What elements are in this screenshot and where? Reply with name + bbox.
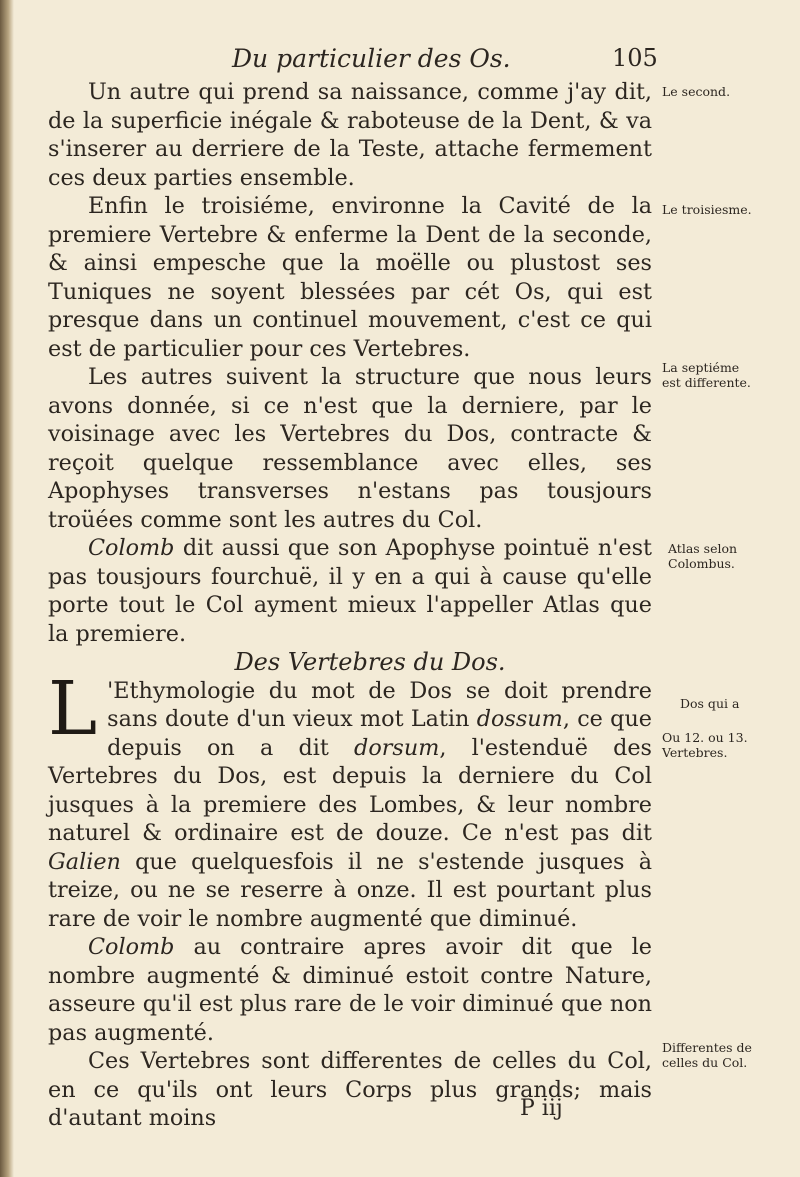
page-header — [0, 44, 800, 78]
paragraph-2: Enfin le troisiéme, environne la Cavité de la premiere Vertebre & enferme la Dent de la seconde, & ainsi empesche que la moëlle ou plustost ses Tuniques ne soyent blessées par cét Os, qui est presque dans un continuel mouvement, c'est ce qui est de particulier pour ces Vertebres. — [48, 193, 652, 362]
paragraph-5-c: , l'estenduë des Vertebres du Dos, est depuis la derniere du Col jusques à la premiere des Lombes, & leur nombre naturel & ordinaire est de douze. Ce n'est pas dit — [48, 734, 652, 846]
margin-note-le-second: Le second. — [662, 84, 731, 99]
margin-note-atlas: Atlas selon Colombus. — [668, 541, 738, 571]
margin-note-vertebres-count: Ou 12. ou 13. Vertebres. — [662, 730, 748, 760]
latin-word-dorsum: dorsum — [354, 734, 440, 761]
drop-cap: L — [48, 665, 98, 752]
paragraph-3: Les autres suivent la structure que nous leurs avons donnée, si ce n'est que la derniere, par le voisinage avec les Vertebres du Dos, contracte & reçoit quelque ressemblance avec elles, ses Apophyses transverses n'estans pas tousjours troüées comme sont les autres du Col. — [48, 364, 652, 533]
margin-note-la-septieme: La septiéme est differente. — [662, 360, 751, 390]
book-binding-edge — [0, 0, 14, 1177]
paragraph-1: Un autre qui prend sa naissance, comme j'ay dit, de la superficie inégale & raboteuse de la Dent, & va s'inserer au derriere de la Teste, attache fermement ces deux parties ensemble. — [48, 79, 652, 191]
paragraph-6 — [48, 933, 652, 1047]
paragraph-7: Ces Vertebres sont differentes de celles du Col, en ce qu'ils ont leurs Corps plus grands; mais d'autant moins — [48, 1048, 652, 1131]
paragraph-5-d: que quelquesfois il ne s'estende jusques à treize, ou ne se reserre à onze. Il est pourtant plus rare de voir le nombre augmenté que diminué. — [48, 848, 652, 932]
paragraph-4 — [48, 534, 652, 648]
main-text — [48, 78, 652, 1133]
page-number: 105 — [612, 44, 658, 72]
section-heading: Des Vertebres du Dos. — [234, 648, 506, 676]
margin-note-dos-qui-a: Dos qui a — [680, 696, 740, 711]
author-name-galien: Galien — [48, 848, 121, 875]
author-name-colomb: Colomb — [88, 535, 175, 561]
margin-note-le-troisiesme: Le troisiesme. — [662, 202, 752, 217]
signature-mark: P iij — [520, 1096, 563, 1121]
latin-word-dossum: dossum — [476, 706, 563, 732]
author-name-colomb-2: Colomb — [88, 934, 175, 960]
paragraph-5-a: 'Ethymologie du mot de Dos se doit prendre sans doute d'un vieux mot Latin — [107, 677, 652, 732]
paragraph-6-text: au contraire apres avoir dit que le nombre augmenté & diminué estoit contre Nature, asseure qu'il est plus rare de le voir diminué que non pas augmenté. — [48, 934, 652, 1046]
paragraph-4-text: dit aussi que son Apophyse pointuë n'est pas tousjours fourchuë, il y en a qui à cause qu'elle porte tout le Col ayment mieux l'appeller Atlas que la premiere. — [48, 535, 652, 647]
margin-note-differentes: Differentes de celles du Col. — [662, 1040, 752, 1070]
running-title: Du particulier des Os. — [232, 44, 511, 73]
paragraph-5-b: , ce que depuis on a dit — [107, 706, 652, 761]
paragraph-5 — [48, 665, 652, 934]
